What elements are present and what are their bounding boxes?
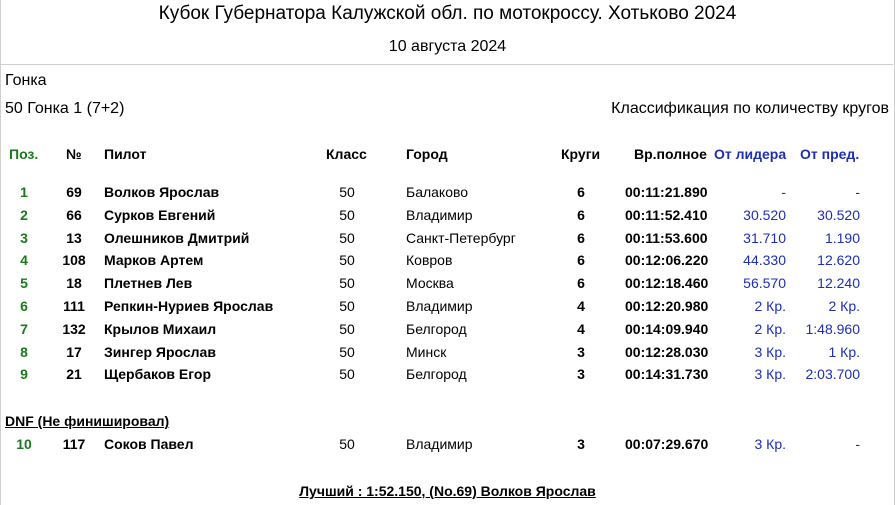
class-cell: 50 <box>339 320 355 337</box>
total-time: 00:11:21.890 <box>625 184 708 200</box>
number-cell: 13 <box>66 229 82 246</box>
position-cell: 1 <box>20 184 28 200</box>
laps-cell: 6 <box>577 252 585 269</box>
total-time: 00:12:28.030 <box>625 343 709 360</box>
header-gap-prev: От пред. <box>800 146 860 162</box>
total-time: 00:14:31.730 <box>625 366 709 383</box>
table-row <box>0 184 895 206</box>
class-cell: 50 <box>339 298 355 314</box>
class-cell: 50 <box>339 343 355 360</box>
total-time: 00:14:09.940 <box>625 320 709 337</box>
header-total-time: Вр.полное <box>634 146 707 162</box>
position-cell: 10 <box>16 436 32 452</box>
page-title: Кубок Губернатора Калужской обл. по мотокроссу. Хотьково 2024 <box>158 3 737 24</box>
city-cell: Ковров <box>406 252 453 269</box>
gap-leader: 2 Кр. <box>754 298 786 314</box>
number-cell: 17 <box>66 343 82 360</box>
position-cell: 6 <box>20 298 28 314</box>
position-cell: 4 <box>20 252 28 269</box>
city-cell: Минск <box>406 343 447 360</box>
laps-cell: 6 <box>577 275 585 292</box>
table-row <box>0 252 895 274</box>
race-label: Гонка <box>5 72 47 89</box>
laps-cell: 4 <box>577 320 585 337</box>
classification-type: Классификация по количеству кругов <box>611 100 889 117</box>
number-cell: 117 <box>62 436 86 452</box>
pilot-name: Крылов Михаил <box>104 320 217 337</box>
gap-leader: - <box>781 184 786 200</box>
position-cell: 2 <box>20 206 28 223</box>
event-date: 10 августа 2024 <box>388 38 507 55</box>
total-time: 00:07:29.670 <box>625 436 709 452</box>
pilot-name: Сурков Евгений <box>104 206 216 223</box>
dnf-heading: DNF (Не финишировал) <box>5 413 170 429</box>
class-cell: 50 <box>339 436 355 452</box>
city-cell: Белгород <box>406 320 467 337</box>
header-laps: Круги <box>561 146 601 162</box>
number-cell: 69 <box>66 184 82 200</box>
gap-leader: 3 Кр. <box>754 343 786 360</box>
number-cell: 111 <box>63 298 85 314</box>
city-cell: Белгород <box>406 366 467 383</box>
laps-cell: 3 <box>577 366 585 383</box>
gap-prev: 30.520 <box>817 206 860 223</box>
number-cell: 18 <box>66 275 82 292</box>
position-cell: 7 <box>20 320 28 337</box>
number-cell: 108 <box>62 252 86 269</box>
position-cell: 8 <box>20 343 28 360</box>
laps-cell: 3 <box>577 436 585 452</box>
gap-prev: 2 Кр. <box>828 298 860 314</box>
position-cell: 3 <box>20 229 28 246</box>
gap-prev: 2:03.700 <box>805 366 860 383</box>
city-cell: Москва <box>406 275 454 292</box>
table-row <box>0 275 895 297</box>
race-name: 50 Гонка 1 (7+2) <box>5 100 125 117</box>
class-cell: 50 <box>339 229 355 246</box>
pilot-name: Олешников Дмитрий <box>104 229 250 246</box>
total-time: 00:11:53.600 <box>625 229 708 246</box>
gap-leader: 2 Кр. <box>754 320 786 337</box>
number-cell: 21 <box>66 366 82 383</box>
laps-cell: 6 <box>577 206 585 223</box>
gap-leader: 30.520 <box>743 206 786 223</box>
gap-prev: - <box>855 436 860 452</box>
pilot-name: Плетнев Лев <box>104 275 193 292</box>
header-gap-leader: От лидера <box>714 146 787 162</box>
laps-cell: 4 <box>577 298 585 314</box>
table-row <box>0 321 895 343</box>
gap-prev: - <box>855 184 860 200</box>
table-row <box>0 230 895 252</box>
header-num: № <box>66 146 82 162</box>
laps-cell: 6 <box>577 184 585 200</box>
class-cell: 50 <box>339 252 355 269</box>
class-cell: 50 <box>339 184 355 200</box>
gap-prev: 12.620 <box>817 252 860 269</box>
total-time: 00:12:20.980 <box>625 298 709 314</box>
city-cell: Балаково <box>406 184 469 200</box>
header-city: Город <box>406 146 448 162</box>
city-cell: Владимир <box>406 436 473 452</box>
laps-cell: 3 <box>577 343 585 360</box>
city-cell: Владимир <box>406 206 473 223</box>
city-cell: Владимир <box>406 298 473 314</box>
class-cell: 50 <box>339 206 355 223</box>
position-cell: 5 <box>20 275 28 292</box>
gap-prev: 1.190 <box>824 229 860 246</box>
gap-leader: 56.570 <box>743 275 786 292</box>
gap-leader: 31.710 <box>743 229 786 246</box>
pilot-name: Марков Артем <box>104 252 204 269</box>
total-time: 00:11:52.410 <box>625 206 708 223</box>
class-cell: 50 <box>339 275 355 292</box>
gap-leader: 44.330 <box>743 252 786 269</box>
gap-leader: 3 Кр. <box>754 436 786 452</box>
total-time: 00:12:18.460 <box>625 275 709 292</box>
pilot-name: Волков Ярослав <box>104 184 220 200</box>
number-cell: 132 <box>62 320 86 337</box>
class-cell: 50 <box>339 366 355 383</box>
table-row <box>0 207 895 229</box>
laps-cell: 6 <box>577 229 585 246</box>
header-pilot: Пилот <box>104 146 147 162</box>
city-cell: Санкт-Петербург <box>406 229 516 246</box>
header-pos: Поз. <box>9 146 39 162</box>
table-row <box>0 436 895 458</box>
table-row <box>0 366 895 388</box>
table-row <box>0 344 895 366</box>
number-cell: 66 <box>66 206 82 223</box>
pilot-name: Щербаков Егор <box>104 366 211 383</box>
gap-prev: 1 Кр. <box>828 343 860 360</box>
best-lap: Лучший : 1:52.150, (No.69) Волков Ярослав <box>299 483 596 499</box>
pilot-name: Соков Павел <box>104 436 194 452</box>
pilot-name: Зингер Ярослав <box>104 343 216 360</box>
gap-prev: 12.240 <box>817 275 860 292</box>
gap-prev: 1:48.960 <box>805 320 860 337</box>
header-class: Класс <box>326 146 367 162</box>
divider <box>0 64 893 65</box>
pilot-name: Репкин-Нуриев Ярослав <box>104 298 274 314</box>
total-time: 00:12:06.220 <box>625 252 709 269</box>
position-cell: 9 <box>20 366 28 383</box>
table-row <box>0 298 895 320</box>
gap-leader: 3 Кр. <box>754 366 786 383</box>
